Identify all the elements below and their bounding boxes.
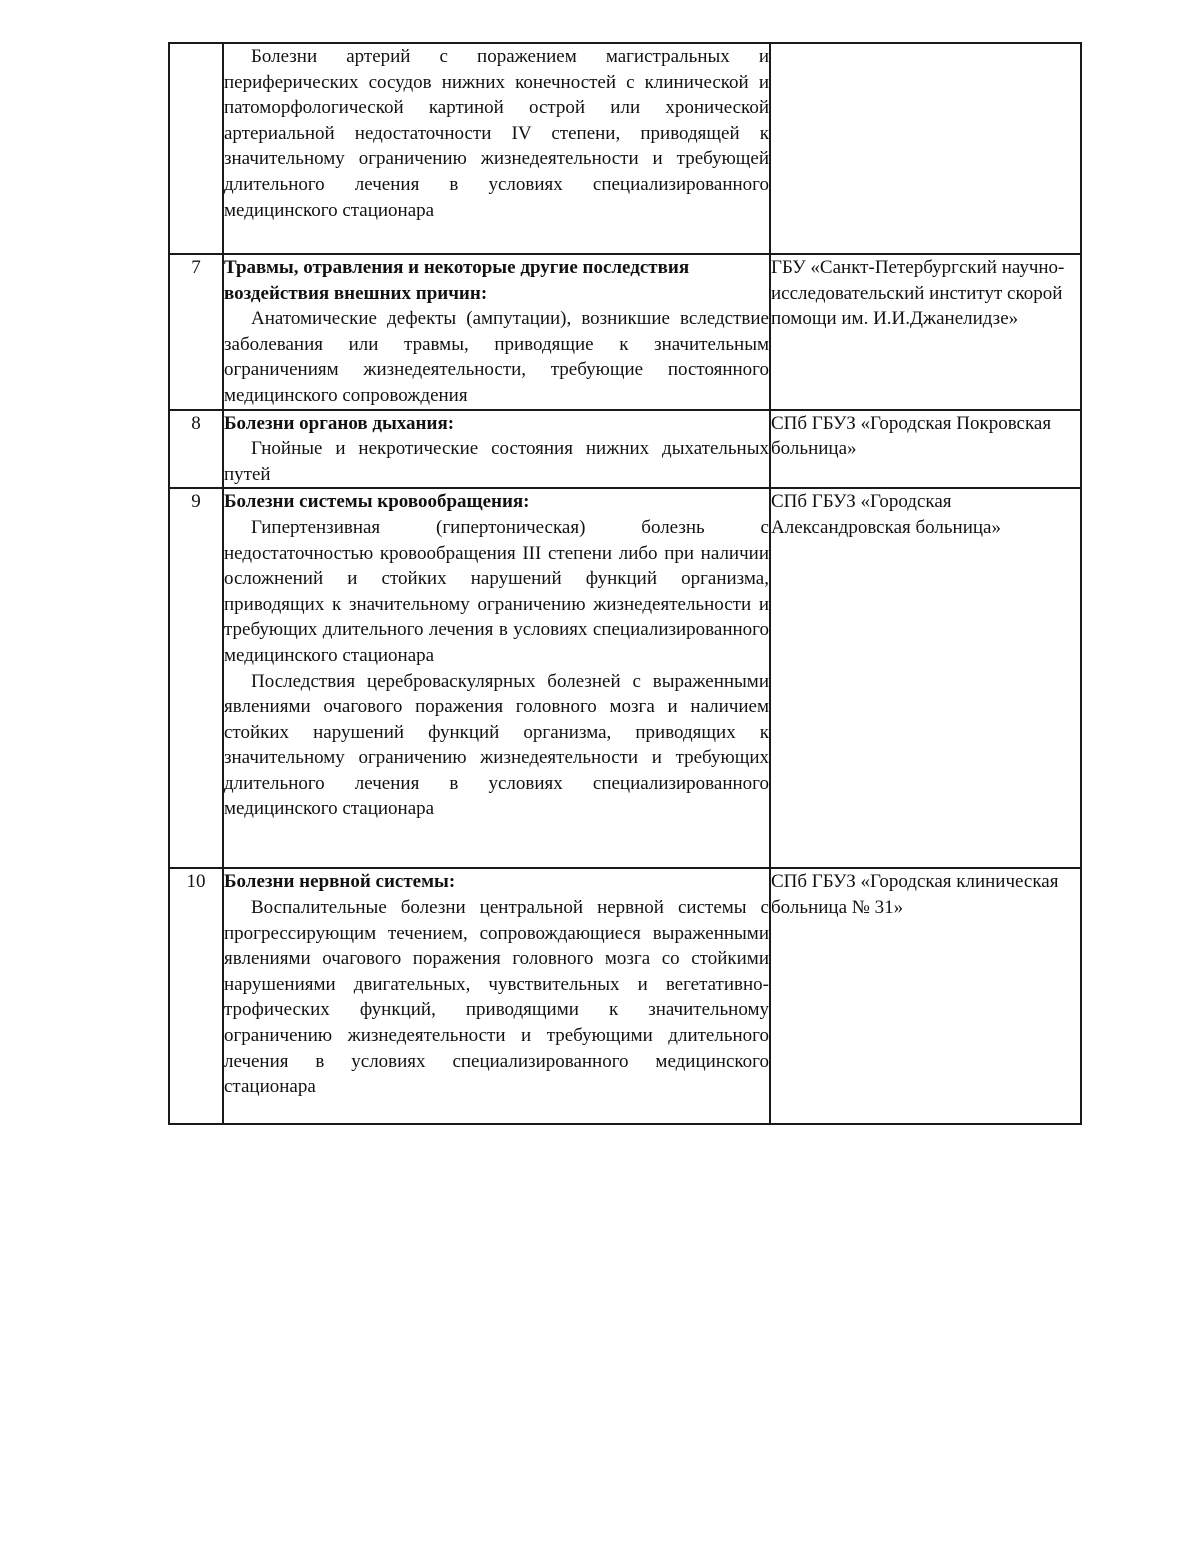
row-institution — [770, 254, 1081, 410]
row-description — [223, 488, 770, 868]
condition-paragraph: Болезни артерий с поражением магистральных и периферических сосудов нижних конечностей с клинической и патоморфологической картиной острой или хронической артериальной недостаточности IV степени, приводящей к значительному ограничению жизнедеятельности и требующей длительного лечения в условиях специализированного медицинского стационара — [224, 46, 769, 221]
row-description — [223, 43, 770, 254]
section-heading: Болезни системы кровообращения: — [224, 491, 530, 513]
row-description — [223, 868, 770, 1124]
row-number — [169, 43, 223, 254]
institution-name: СПб ГБУЗ «Городская Покровская больница» — [771, 412, 1052, 460]
row-number: 10 — [169, 868, 223, 1124]
row-description — [223, 254, 770, 410]
table-row — [169, 868, 1081, 1124]
section-heading: Болезни нервной системы: — [224, 871, 456, 893]
table-row — [169, 488, 1081, 868]
table-row — [169, 43, 1081, 254]
row-institution — [770, 43, 1081, 254]
condition-paragraph: Последствия цереброваскулярных болезней с выраженными явлениями очагового поражения головного мозга и наличием стойких нарушений функций организма, приводящих к значительному ограничению жизнедеятельности и требующих длительного лечения в условиях специализированного медицинского стационара — [224, 670, 769, 820]
row-institution — [770, 410, 1081, 489]
condition-paragraph: Анатомические дефекты (ампутации), возникшие вследствие заболевания или травмы, приводящие к значительным ограничениям жизнедеятельности, требующие постоянного медицинского сопровождения — [224, 308, 769, 406]
row-number: 7 — [169, 254, 223, 410]
table-row — [169, 410, 1081, 489]
institution-name: СПб ГБУЗ «Городская клиническая больница № 31» — [771, 871, 1059, 918]
row-institution — [770, 488, 1081, 868]
institutions-table — [168, 42, 1082, 1125]
row-number: 9 — [169, 488, 223, 868]
row-number: 8 — [169, 410, 223, 489]
table-row — [169, 254, 1081, 410]
institution-name: СПб ГБУЗ «Городская Александровская больница» — [771, 491, 1001, 538]
condition-paragraph: Гнойные и некротические состояния нижних дыхательных путей — [224, 438, 769, 485]
row-description — [223, 410, 770, 489]
condition-paragraph: Воспалительные болезни центральной нервной системы с прогрессирующим течением, сопровождающиеся выраженными явлениями очагового поражения головного мозга со стойкими нарушениями двигательных, чувствительных и вегетативно-трофических функций, приводящими к значительному ограничению жизнедеятельности и требующими длительного лечения в условиях специализированного медицинского стационара — [224, 896, 769, 1098]
section-heading: Болезни органов дыхания: — [224, 412, 455, 434]
condition-paragraph: Гипертензивная (гипертоническая) болезнь с недостаточностью кровообращения III степени либо при наличии осложнений и стойких нарушений функций организма, приводящих к значительному ограничению жизнедеятельности и требующих длительного лечения в условиях специализированного медицинского стационара — [224, 516, 769, 666]
institution-name: ГБУ «Санкт-Петербургский научно-исследовательский институт скорой помощи им. И.И.Джанелидзе» — [771, 257, 1065, 330]
row-institution — [770, 868, 1081, 1124]
section-heading: Травмы, отравления и некоторые другие последствия воздействия внешних причин: — [224, 257, 690, 304]
